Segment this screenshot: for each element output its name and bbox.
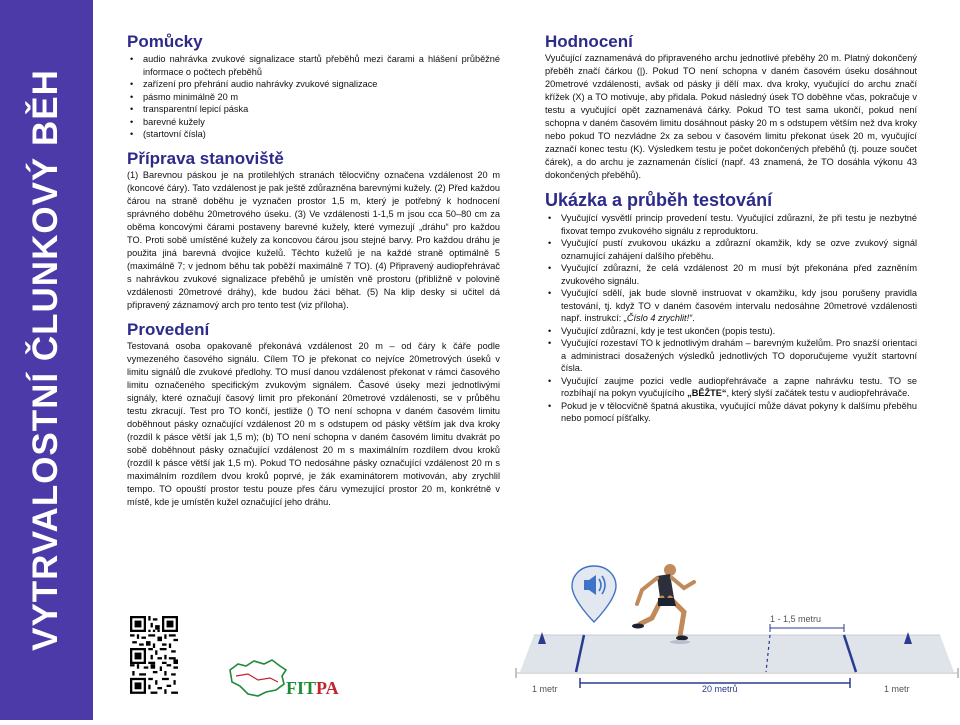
- list-item: • zařízení pro přehrání audio nahrávky zvukové signalizace: [143, 78, 500, 91]
- fitpa-logo-fit: FIT: [286, 678, 317, 698]
- right-column: [545, 32, 917, 425]
- qr-code[interactable]: [130, 616, 178, 694]
- list-item: • Vyučující zdůrazní, kdy je test ukončen (popis testu).: [561, 325, 917, 338]
- provedeni-text: Testovaná osoba opakovaně překonává vzdálenost 20 m – od čáry k čáře podle vymezeného časového signálu. Cílem TO je překonat co nejvíce 20metrových úseků v limitu signálů dle zvukové předlohy. TO musí danou vzdálenost překonat v rámci časového limitu označeného specifickým zvukovým signálem. Časové úseky mezi jednotlivými signály, které označují časový limit pro překonání 20metrové vzdálenosti, se v průběhu testu zkracují. Test pro TO končí, jestliže () TO není schopna v daném časovém limitu doběhnout pásky označující vzdálenost 20 m s odstupem od pásky větším jak dva kroky (rozdíl k pásce větší jak 1,5 m); (b) TO není schopna v daném časovém limitu dvakrát po sobě doběhnout pásky označující vzdálenost 20 m s maximálním rozdílem dvou kroků (rozdíl k pásce větší jak 1,5 m). Pokud TO nedosáhne pásky označující vzdálenost 20 m s maximálním rozdílem dvou kroků poprvé, je žák examinátorem motivován, aby zrychlil tempo. TO opouští prostor testu pouze přes čáru vymezující prostor 20 m, konkrétně v místě, kde je umístěn kužel označující jeho dráhu.: [127, 340, 500, 507]
- section-hodnoceni: [545, 32, 917, 182]
- gap-label: 1 - 1,5 metru: [770, 614, 822, 624]
- item-emphasis: „Číslo 4 zrychlit!“: [623, 313, 693, 323]
- item-text: Vyučující sdělí, jak bude slovně instruovat v okamžiku, kdy jsou porušeny pravidla testování, tj. když TO v daném časovém intervalu nedosáhne 20metrové vzdálenosti např. instrukcí:: [561, 288, 917, 323]
- item-text-end: .: [692, 313, 695, 323]
- list-item: • pásmo minimálně 20 m: [143, 91, 500, 104]
- section-provedeni: [127, 320, 500, 509]
- speaker-pin-icon: [572, 566, 616, 622]
- ukazka-list: [545, 212, 917, 425]
- hodnoceni-text: Vyučující zaznamenává do připraveného archu jednotlivé přeběhy 20 m. Platný dokončený přeběh značí čárkou (|). Pokud TO není schopna v daném časovém úseku dosáhnout 20metrové vzdálenosti, avšak od pásky ji dělí max. dva kroky, vyučující do archu značí křížek (X) a TO motivuje, aby přidala. Pokud následný úsek TO doběhne včas, pokračuje v testu a vyučující opět zaznamenává čárky. Pokud TO test sama ukončí, pokud není schopna v daném časovém limitu dosáhnout pásky 20 m s odstupem větším než dva kroky nebo pokud TO nezvládne 2x za sebou v časovém limitu překonat úsek 20 m, vyučující zaznačí konec testu (K). Výsledkem testu je počet dokončených přeběhů (tj. pouze součet čárek), a do archu je zaznamenán číslicí (např. 43 znamená, že TO dosáhla výkonu 43 dokončených přeběhů).: [545, 53, 917, 180]
- priprava-heading: Příprava stanoviště: [127, 148, 284, 168]
- sidebar-banner: [0, 0, 93, 720]
- list-item: • transparentní lepicí páska: [143, 103, 500, 116]
- list-item: • barevné kužely: [143, 116, 500, 129]
- right-meter-label: 1 metr: [884, 684, 910, 694]
- priprava-text: (1) Barevnou páskou je na protilehlých stranách tělocvičny označena vzdálenost 20 m (koncové čáry). Tato vzdálenost je pak ještě zdůrazněna barevnými kužely. (2) Před každou čárou na straně doběhu je vyznačen prostor 1,5 m, který je potřebný k hodnocení správného doběhu 20metrového úseku. (3) Ve vzdálenosti 1-1,5 m jsou cca 50–80 cm za oběma koncovými čárami postaveny barevné kužely, které vymezují „dráhu“ pro každou TO. Proti sobě umístěné kužely za koncovou čárou jsou stejné barvy. Pro každou dráhu je použita jiná barevná dvojice kuželů. Těchto kuželů je na každé straně optimálně 5 (maximálně 7; v jednom běhu tak poběží maximálně 7 TO). (4) Připravený audiopřehrávač s nahrávkou zvukové signalizace přeběhů je umístěn vně prostoru (přibližně v polovině vzdálenosti 20metrové dráhy), kde budou žáci běhat. (5) Na klip desky si učitel dá připravený záznamový arch pro tento test (viz příloha).: [127, 169, 500, 310]
- qr-code-top: [130, 616, 178, 664]
- list-item: [561, 287, 917, 325]
- section-priprava: [127, 149, 500, 312]
- qr-code-bottom: [130, 664, 178, 694]
- left-meter-label: 1 metr: [532, 684, 558, 694]
- item-text-end: , který slyší začátek testu v audiopřehrávače.: [726, 388, 910, 398]
- item-strong: „BĚŽTE“: [687, 388, 727, 398]
- list-item: [561, 375, 917, 400]
- hodnoceni-heading: Hodnocení: [545, 32, 633, 51]
- section-ukazka: [545, 190, 917, 425]
- sidebar-title: VYTRVALOSTNÍ ČLUNKOVÝ BĚH: [26, 69, 65, 651]
- list-item: • Vyučující zdůrazní, že celá vzdálenost 20 m musí být překonána před zazněním zvukového signálu.: [561, 262, 917, 287]
- item-text: Vyučující zaujme pozici vedle audiopřehrávače a zapne nahrávku testu. TO se rozbíhají na pokyn vyučujícího: [561, 375, 917, 398]
- pomucky-list: [127, 53, 500, 141]
- list-item: • Vyučující rozestaví TO k jednotlivým drahám – barevným kuželům. Pro snazší orientaci a administraci dosažených výsledků jednotlivých TO doporučujeme využít startovní čísla.: [561, 337, 917, 375]
- track-svg: [512, 560, 960, 720]
- fitpa-logo-pa: PA: [316, 678, 339, 698]
- runner-figure: [632, 564, 694, 641]
- list-item: • (startovní čísla): [143, 128, 500, 141]
- ukazka-heading: Ukázka a průběh testování: [545, 190, 773, 210]
- track-surface: [520, 635, 954, 672]
- left-column: [127, 32, 500, 509]
- section-pomucky: [127, 32, 500, 141]
- list-item: • Vyučující vysvětlí princip provedení testu. Vyučující zdůrazní, že při testu je nezbytné fixovat tempo zvukového signálu z reproduktoru.: [561, 212, 917, 237]
- running-track-diagram: [512, 560, 960, 720]
- center-meter-label: 20 metrů: [702, 684, 738, 694]
- list-item: • Vyučující pustí zvukovou ukázku a zdůrazní okamžik, kdy se ozve zvukový signál oznamující zahájení dalšího přeběhu.: [561, 237, 917, 262]
- provedeni-heading: Provedení: [127, 319, 210, 339]
- list-item: • audio nahrávka zvukové signalizace startů přeběhů mezi čarami a hlášení průběžné informace o počtech přeběhů: [143, 53, 500, 78]
- list-item: • Pokud je v tělocvičně špatná akustika, vyučující může dávat pokyny k dalšímu přeběhu nebo pomocí píšťalky.: [561, 400, 917, 425]
- pomucky-heading: Pomůcky: [127, 32, 203, 51]
- fitpa-logo: [286, 678, 339, 699]
